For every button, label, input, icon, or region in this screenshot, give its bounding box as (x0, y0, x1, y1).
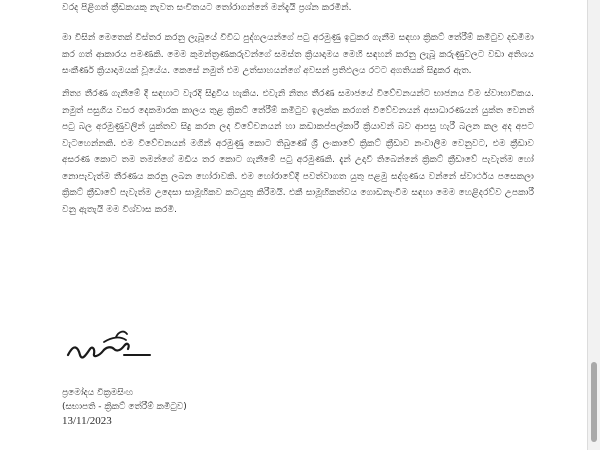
paragraph-3: නිත්‍ය තීරණ ගැනීමේ දී සඳහාට වැරදි සිදුවිය හැකිය. එවැනි නිත්‍ය තීරණ සමාජයේ විවේචනයන්ට භාජනය වීම ස්වාභාවිකය. නමුත් පසුගිය වසර දෙකමාරක කාලය තුළ ක්‍රිකට් තේරීම් කමිටුව ඉලක්ක කරගත් විවේචනයන් අසාධාරණයන් යුක්ත වෙනත් පටු බල අරමුණුවලින් යුක්තව සිදු කරන ලද විවේචනයන් හා කඩාකප්පල්කාරී ක්‍රියාවන් බව ආපසු හැරී බලන කල අද අපට වැටහෙන්නකි. එම විවේචනයන් මගින් අරමුණු කොට තිබුණේ ශ්‍රී ලංකාවේ ක්‍රිකට් ක්‍රීඩාව නංවාලීම වෙනුවට, එම ක්‍රීඩාව අසරණ කොට තම තමන්ගේ මඩිය තර කොට ගැනීමේ පටු අරමුණකි. දැන් උදාවී තිබෙන්නේ ක්‍රිකට් ක්‍රීඩාවේ පැවැත්ම හෝ නොපැවැත්ම තීරණය කරනු ලබන හෝරාවකි. එම හෝරාවේදී පවත්වාගත යුතු පළමු සද්ගුණය වන්නේ ස්වාර්ථය පසෙකලා ක්‍රිකට් ක්‍රීඩාවේ පැවැත්ම උදෙසා සාමූහිකව කටයුතු කිරීමයි. එකී සාමූහිකත්වය ගොඩනැංවීම සඳහා මෙම හෙළිදරව්ව උපකාරී වනු ඇතැයි මම විශ්වාස කරමි. (62, 89, 534, 215)
signature-block (62, 386, 187, 428)
vertical-scrollbar[interactable] (587, 0, 600, 450)
paragraph-2: මා විසින් මෙතෙක් විස්තර කරනු ලැබූයේ විවිධ පුද්ගලයන්ගේ පටු අරමුණු ඉටුකර ගැනීම සඳහා ක්‍රිකට් තේරීම් කමිටුව දඩමීමා කර ගත් ආකාරය පමණකි. මෙම කුමන්ත්‍රණකරුවන්ගේ සමස්ත ක්‍රියාදාමය මෙහි සඳහන් කරනු ලැබූ කරුණුවලට වඩා අතිශය සංකීර්ණ ක්‍රියාදාමයක් වූයේය. කෙසේ නමුත් එම උත්සාහයන්ගේ අවසන් ප්‍රතිඵලය රටට අගතියක් සිදුකර ඇත. (62, 33, 534, 76)
handwritten-signature (64, 325, 154, 367)
signatory-title: (සභාපති - ක්‍රිකට් තේරීම් කමිටුව) (62, 402, 187, 412)
scrollbar-thumb[interactable] (591, 362, 597, 442)
signatory-name: ප්‍රමෝදය වික්‍රමසිංහ (62, 388, 134, 398)
paragraph-1: වරද පිළිගත් ක්‍රීඩකයකු නැවත සංචිතයට තෝරාගන්නේ මන්දැයි ප්‍රශ්න කරමින්. (62, 3, 352, 13)
signature-date: 13/11/2023 (62, 415, 112, 427)
